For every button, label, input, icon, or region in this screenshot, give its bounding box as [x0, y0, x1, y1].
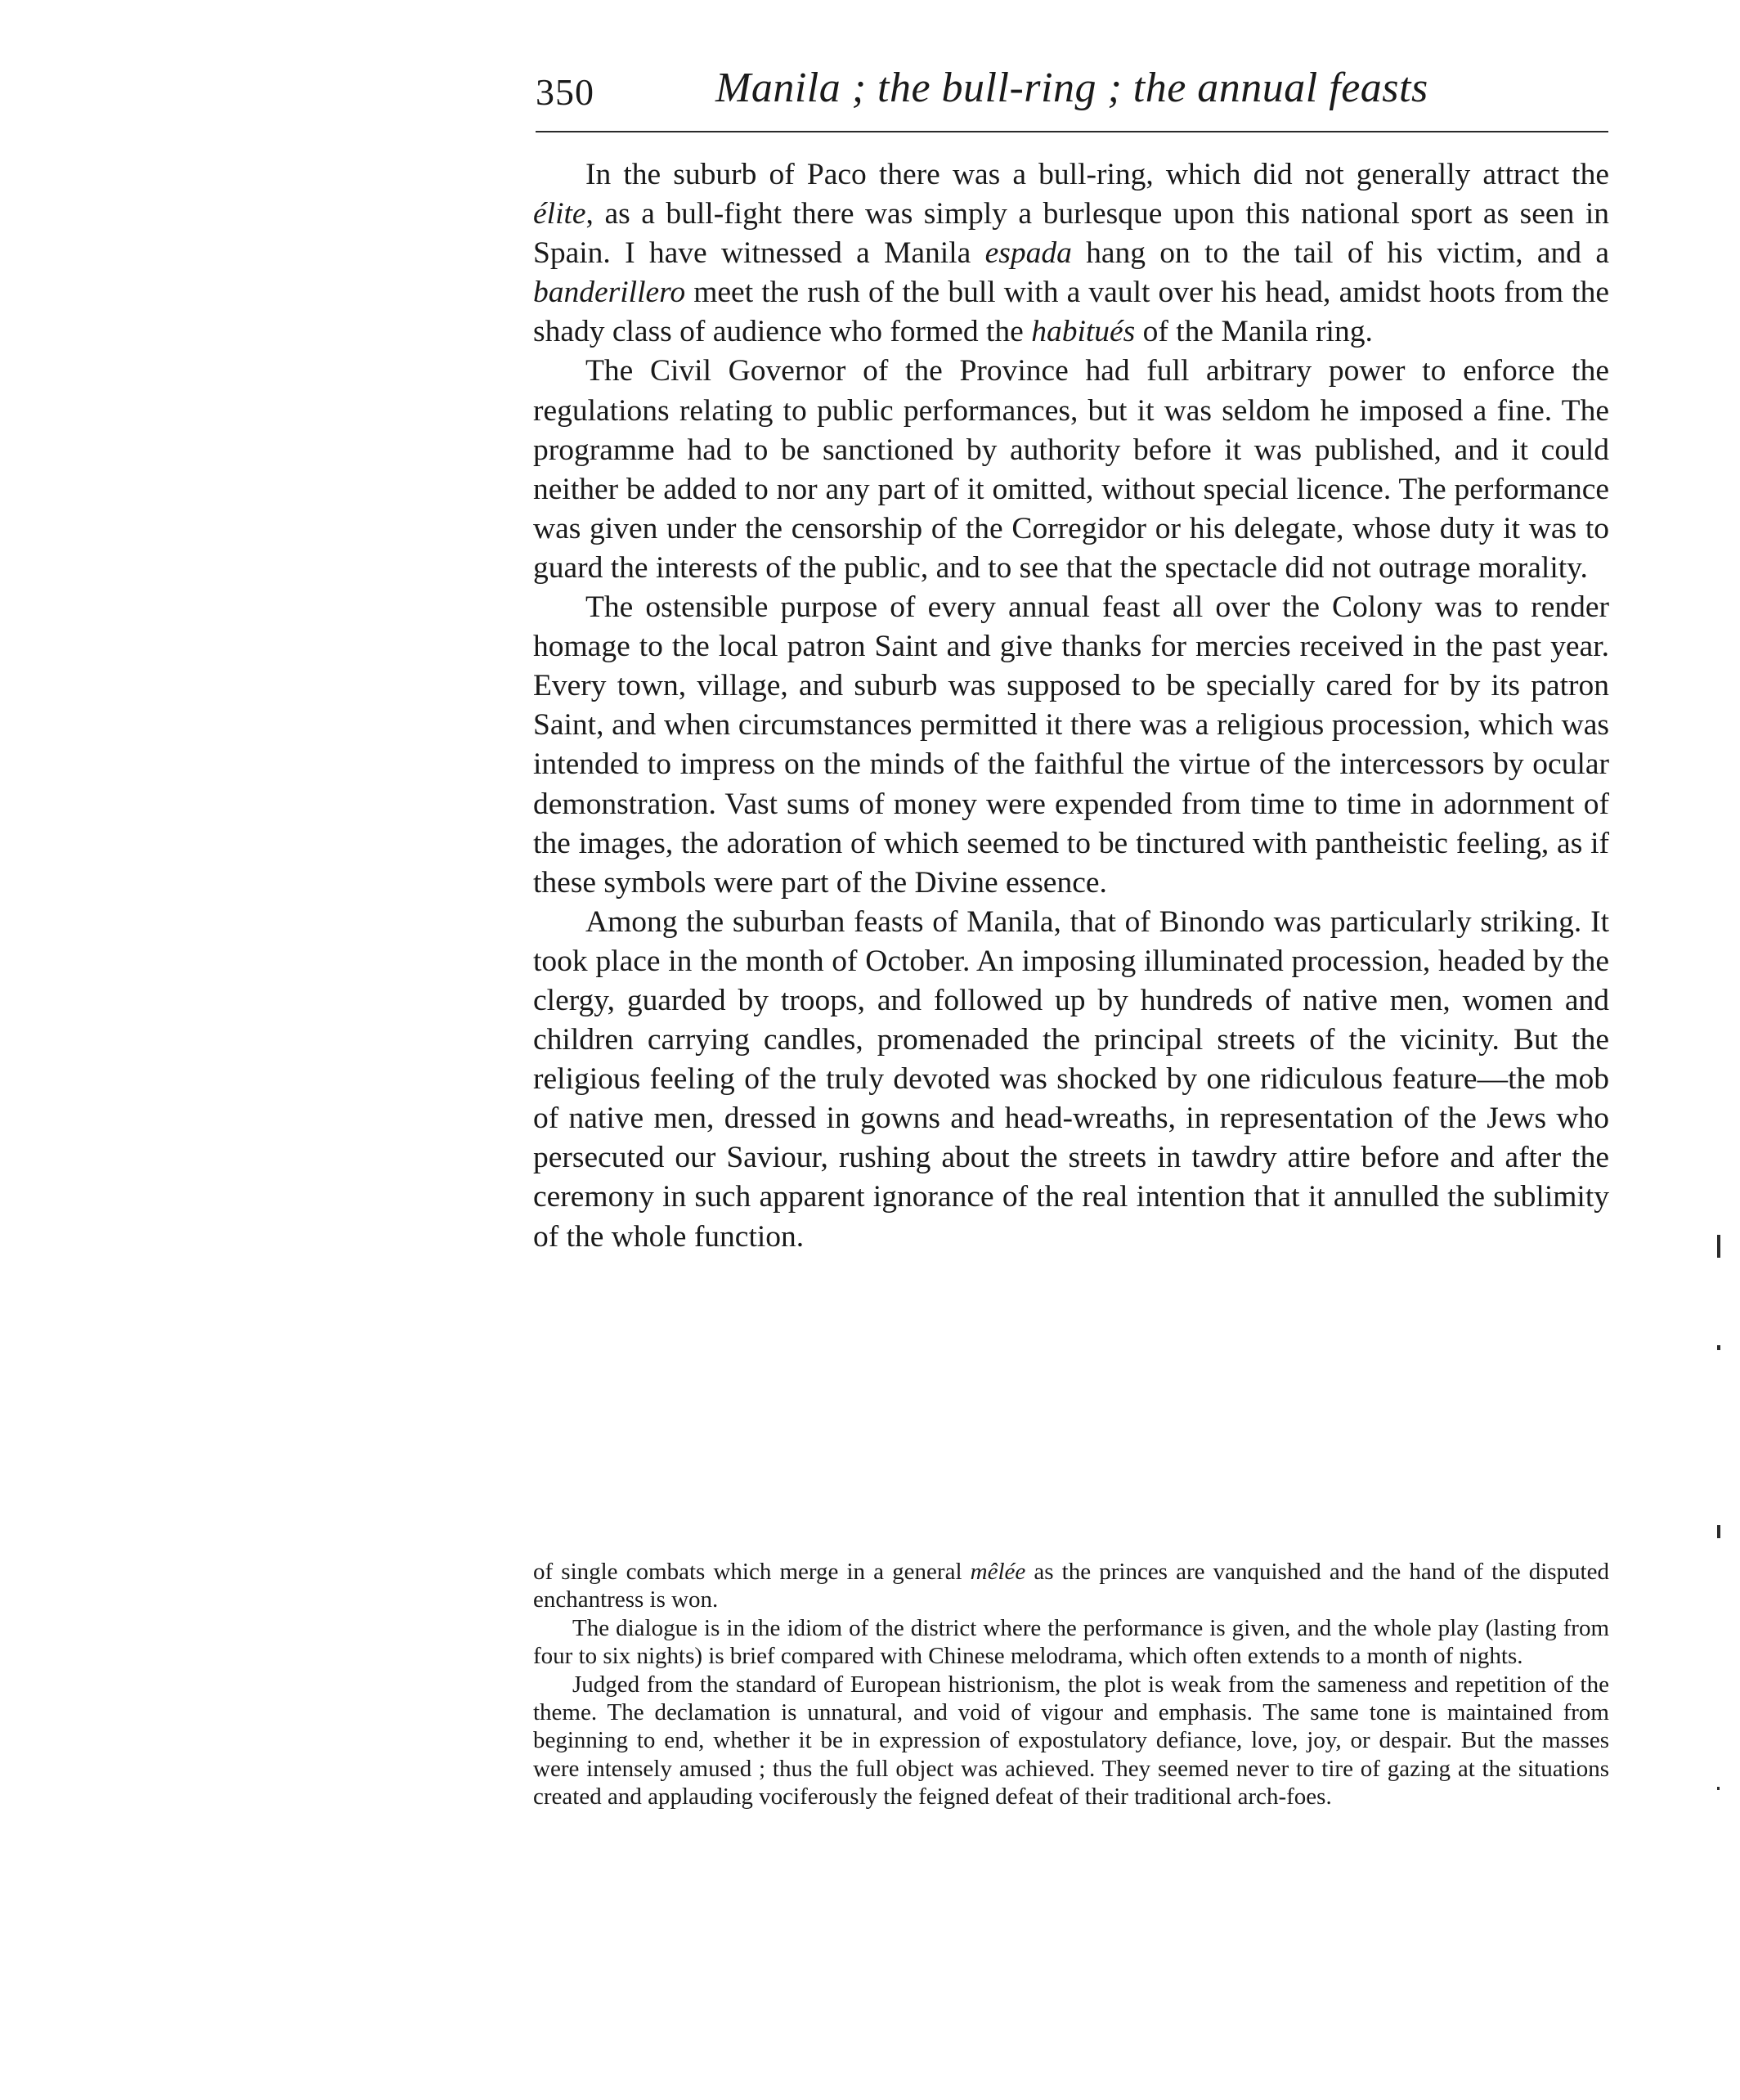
text-segment: Among the suburban feasts of Manila, that of Binondo was particularly striking. It took place in the month of October. An imposing illuminated procession, headed by the clergy, guarded by troops, and followed up by hundreds of native men, women and children carrying candles, promenaded the principal streets of the vicinity. But the religious feeling of the truly devoted was shocked by one ridiculous feature—the mob of native men, dressed in gowns and head-wreaths, in representation of the Jews who persecuted our Saviour, rushing about the streets in tawdry attire before and after the ceremony in such apparent ignorance of the real intention that it annulled the sublimity of the whole function. [533, 904, 1609, 1254]
running-head [536, 64, 1607, 129]
running-title: Manila ; the bull-ring ; the annual feasts [715, 65, 1428, 111]
text-segment: Judged from the standard of European histrionism, the plot is weak from the sameness and repetition of the theme. The declamation is unnatural, and void of vigour and emphasis. The same tone is maintained from beginning to end, whether it be in expression of expostulatory defiance, love, joy, or despair. But the masses were intensely amused ; thus the full object was achieved. They seemed never to tire of gazing at the situations created and applauding vociferously the feigned defeat of their traditional arch-foes. [533, 1671, 1609, 1811]
margin-mark [1717, 1525, 1720, 1538]
page-number: 350 [536, 71, 594, 113]
italic-term: élite [533, 197, 586, 231]
footnote-judged [533, 1671, 1609, 1811]
paragraph-civil-governor [533, 352, 1609, 588]
text-segment: of the Manila ring. [1135, 315, 1373, 349]
footnote-continuation [533, 1558, 1609, 1614]
text-segment: The dialogue is in the idiom of the district where the performance is given, and the whole play (lasting from four to six nights) is brief compared with Chinese melodrama, which often extends to a month of nights. [533, 1614, 1609, 1670]
text-segment: of single combats which merge in a general [533, 1559, 971, 1585]
footnote-dialogue [533, 1614, 1609, 1671]
italic-term: mêlée [970, 1559, 1026, 1585]
footnotes [533, 1558, 1609, 1811]
margin-mark [1717, 1345, 1720, 1350]
margin-mark [1717, 1787, 1720, 1790]
paragraph-binondo [533, 903, 1609, 1257]
body-text [533, 155, 1609, 1257]
paragraph-bull-ring [533, 155, 1609, 352]
text-segment: In the suburb of Paco there was a bull-ring, which did not generally attract the [585, 158, 1609, 191]
text-segment: as the princes are vanquished and the hand of the disputed enchantress is won. [533, 1559, 1609, 1613]
header-rule [536, 131, 1608, 132]
italic-term: espada [984, 236, 1072, 271]
text-segment: The ostensible purpose of every annual feast all over the Colony was to render homage to the local patron Saint and give thanks for mercies received in the past year. Every town, village, and suburb was supposed to be specially cared for by its patron Saint, and when circumstances permitted it there was a religious procession, which was intended to impress on the minds of the faithful the virtue of the intercessors by ocular demonstration. Vast sums of money were expended from time to time in adornment of the images, the adoration of which seemed to be tinctured with pantheistic feeling, as if these symbols were part of the Divine essence. [533, 590, 1609, 900]
text-segment: meet the rush of the bull with a vault over his head, amidst hoots from the shady class of audience who formed the [533, 276, 1609, 349]
margin-mark [1717, 1235, 1720, 1258]
italic-term: habitués [1031, 315, 1136, 349]
text-segment: The Civil Governor of the Province had full arbitrary power to enforce the regulations relating to public performances, but it was seldom he imposed a fine. The programme had to be sanctioned by authority before it was published, and it could neither be added to nor any part of it omitted, without special licence. The performance was given under the censorship of the Corregidor or his delegate, whose duty it was to guard the interests of the public, and to see that the spectacle did not outrage morality. [533, 354, 1609, 585]
paragraph-annual-feast [533, 588, 1609, 903]
text-segment: , as a bull-fight there was simply a burlesque upon this national sport as seen in Spain. I have witnessed a Manila [533, 197, 1609, 271]
italic-term: banderillero [533, 276, 686, 310]
text-segment: hang on to the tail of his victim, and a [1071, 236, 1609, 271]
